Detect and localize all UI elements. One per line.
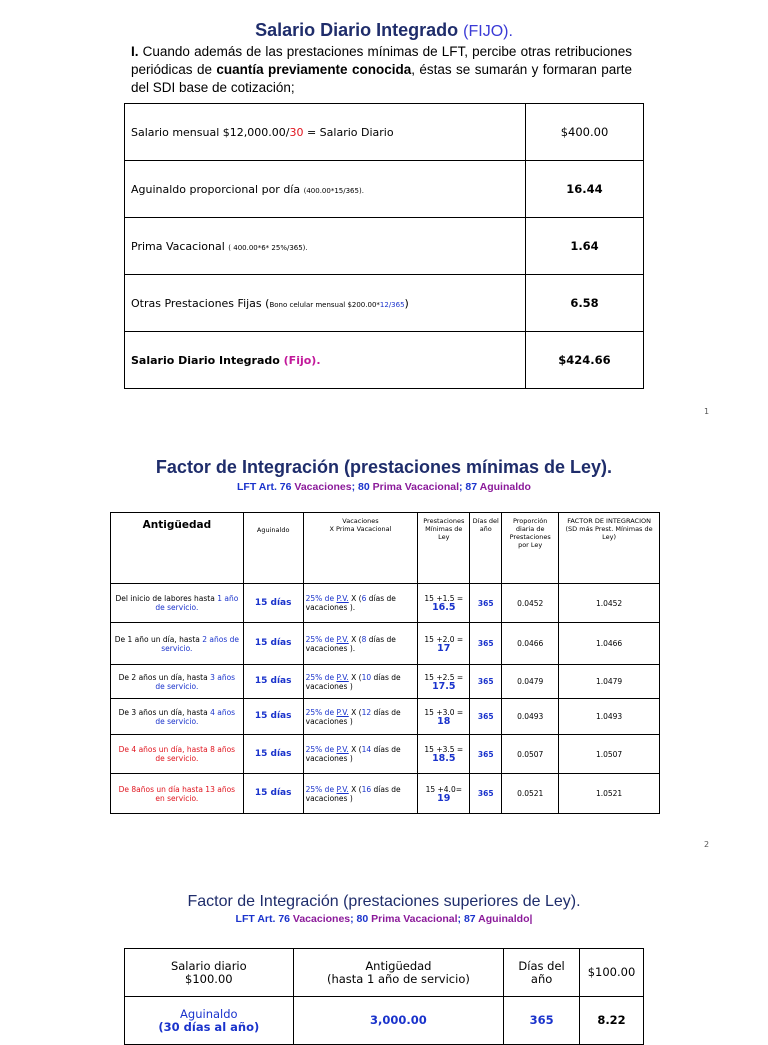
vac-pv: P.V. xyxy=(336,745,349,754)
prest-formula: 15 +3.5 = xyxy=(424,745,464,754)
header-salario-diario xyxy=(125,949,294,997)
vac-days: 14 xyxy=(361,745,372,754)
aguinaldo-cell: 15 días xyxy=(243,735,303,774)
section2-title: Factor de Integración (prestaciones mínimas de Ley). xyxy=(155,457,613,477)
vac-days: 16 xyxy=(361,784,372,794)
proporcion-cell: 0.0479 xyxy=(502,665,559,699)
vacaciones-cell xyxy=(303,665,418,699)
proporcion-cell: 0.0452 xyxy=(502,584,559,623)
aguinaldo-sub: (30 días al año) xyxy=(158,1019,260,1034)
vac-text: X ( xyxy=(348,707,362,717)
lft-prima: Prima Vacacional xyxy=(371,913,458,925)
aguinaldo-label: Aguinaldo xyxy=(180,1006,238,1021)
vac-pct: 25% de xyxy=(305,672,337,682)
lft-text: LFT Art. 76 xyxy=(237,481,295,493)
header-antiguedad xyxy=(293,949,504,997)
lft-text: LFT Art. 76 xyxy=(235,913,293,925)
antiguedad-highlight: 1 año de servicio. xyxy=(155,594,239,612)
page-number: 2 xyxy=(704,840,710,849)
header-dias-line2: año xyxy=(530,971,553,986)
row-label xyxy=(125,161,526,218)
table-row xyxy=(125,104,644,161)
vac-text: X ( xyxy=(348,745,362,754)
label-text: = Salario Diario xyxy=(303,125,394,139)
factor-cell: 1.0466 xyxy=(559,623,660,665)
label-purple: (Fijo). xyxy=(283,353,321,367)
antiguedad-cell xyxy=(111,774,244,814)
section1-paragraph xyxy=(131,43,632,97)
table-row xyxy=(111,774,660,814)
header-salario-label: Salario diario xyxy=(170,958,247,973)
section3-lft-line xyxy=(0,913,768,925)
header-antiguedad-label: Antigüedad xyxy=(365,958,432,973)
vac-text: días de vacaciones ) xyxy=(305,707,401,726)
row-value: 6.58 xyxy=(526,275,644,332)
header-dias xyxy=(504,949,580,997)
vac-text: X ( xyxy=(348,594,362,603)
lft-text: ; 87 xyxy=(457,913,479,925)
section2-lft-line xyxy=(0,481,768,493)
label-text: Prima Vacacional xyxy=(131,239,229,253)
dias-cell: 365 xyxy=(470,774,502,814)
label-text: ) xyxy=(404,296,409,310)
factor-cell: 1.0452 xyxy=(559,584,660,623)
lft-text: ; 87 xyxy=(459,481,480,493)
label-text: Salario mensual $12,000.00/ xyxy=(131,125,290,139)
sdi-fixed-table xyxy=(124,103,644,389)
prest-value: 16.5 xyxy=(432,602,456,613)
table-row xyxy=(111,623,660,665)
table-row xyxy=(125,275,644,332)
table-row xyxy=(111,584,660,623)
vac-text: días de vacaciones ). xyxy=(305,634,396,653)
vac-text: días de vacaciones ) xyxy=(305,784,401,803)
aguinaldo-cell: 15 días xyxy=(243,623,303,665)
dias-cell: 365 xyxy=(470,584,502,623)
antiguedad-highlight: 2 años de servicio. xyxy=(161,634,240,653)
factor-superiores-table xyxy=(124,948,644,1045)
vac-text: X ( xyxy=(348,634,362,644)
lft-vacaciones: Vacaciones xyxy=(294,481,352,493)
vac-text: días de vacaciones ). xyxy=(305,594,396,612)
antiguedad-cell xyxy=(111,623,244,665)
header-dias-line1: Días del xyxy=(518,958,565,973)
prestaciones-cell xyxy=(418,699,470,735)
paragraph-roman-numeral: I. xyxy=(131,44,139,59)
dias-cell: 365 xyxy=(470,623,502,665)
prest-formula: 15 +3.0 = xyxy=(424,707,464,717)
antiguedad-cell xyxy=(111,699,244,735)
vacaciones-cell xyxy=(303,774,418,814)
vac-pct: 25% de xyxy=(305,784,337,794)
antiguedad-highlight: 4 años de servicio. xyxy=(155,707,236,726)
vac-days: 10 xyxy=(361,672,372,682)
lft-text: ; 80 xyxy=(351,481,373,493)
aguinaldo-cell: 15 días xyxy=(243,584,303,623)
row-label xyxy=(125,218,526,275)
prest-formula: 15 +2.5 = xyxy=(424,672,464,682)
prestaciones-cell xyxy=(418,665,470,699)
prest-formula: 15 +4.0= xyxy=(425,784,463,794)
vacaciones-cell xyxy=(303,623,418,665)
proporcion-cell: 0.0507 xyxy=(502,735,559,774)
section3-title: Factor de Integración (prestaciones superiores de Ley). xyxy=(187,893,581,910)
table-row xyxy=(111,699,660,735)
label-small: ( 400.00*6* 25%/365). xyxy=(228,243,308,252)
vac-pv: P.V. xyxy=(336,594,349,603)
table-header-row xyxy=(125,949,644,997)
antiguedad-text: De 3 años un día, hasta xyxy=(118,707,211,717)
factor-table-body xyxy=(111,584,660,814)
paragraph-text-2: , éstas se sumarán y formaran parte del SDI base de cotización; xyxy=(131,62,632,95)
aguinaldo-cell: 15 días xyxy=(243,699,303,735)
label-red: 30 xyxy=(289,125,304,139)
row-value: $424.66 xyxy=(526,332,644,389)
lft-prima: Prima Vacacional xyxy=(372,481,460,493)
table-row xyxy=(125,218,644,275)
paragraph-text-1: Cuando además de las prestaciones mínimas de LFT, percibe otras retribuciones periódicas de xyxy=(131,44,632,77)
vacaciones-cell xyxy=(303,735,418,774)
antiguedad-cell xyxy=(111,584,244,623)
prest-value: 18.5 xyxy=(432,753,456,764)
header-prestaciones: Prestaciones Mínimas de Ley xyxy=(418,513,470,584)
vac-text: X ( xyxy=(348,672,362,682)
table-header-row xyxy=(111,513,660,584)
table-row xyxy=(125,997,644,1045)
prest-formula: 15 +2.0 = xyxy=(424,634,464,644)
section1-title-suffix: (FIJO). xyxy=(463,23,513,40)
proporcion-cell: 0.0493 xyxy=(502,699,559,735)
vac-text: X ( xyxy=(348,784,362,794)
lft-text: ; 80 xyxy=(350,913,372,925)
header-antiguedad: Antigüedad xyxy=(111,513,244,584)
row-value: 1.64 xyxy=(526,218,644,275)
prest-value: 17.5 xyxy=(432,680,456,692)
vac-days: 6 xyxy=(361,594,367,603)
table-row xyxy=(125,332,644,389)
row-label xyxy=(125,332,526,389)
factor-cell: 1.0507 xyxy=(559,735,660,774)
proporcion-cell: 0.0466 xyxy=(502,623,559,665)
row-label xyxy=(125,275,526,332)
vac-pct: 25% de xyxy=(305,707,337,717)
antiguedad-cell xyxy=(111,735,244,774)
table-row xyxy=(125,161,644,218)
prest-value: 18 xyxy=(437,715,451,727)
antiguedad-text: De 1 año un día, hasta xyxy=(114,634,203,644)
paragraph-bold: cuantía previamente conocida xyxy=(216,62,412,77)
antiguedad-text: Del inicio de labores hasta xyxy=(115,594,218,603)
prest-value: 19 xyxy=(437,792,451,804)
header-vacaciones-line1: Vacaciones xyxy=(342,517,379,525)
prestaciones-cell xyxy=(418,735,470,774)
vac-pv: P.V. xyxy=(336,634,349,644)
factor-cell: 1.0479 xyxy=(559,665,660,699)
dias-cell: 365 xyxy=(470,699,502,735)
antiguedad-cell xyxy=(111,665,244,699)
header-factor: FACTOR DE INTEGRACION (SD más Prest. Mínimas de Ley) xyxy=(559,513,660,584)
lft-aguinaldo: Aguinaldo| xyxy=(478,913,533,925)
antiguedad-text: De 8años un día hasta 13 años en servicio. xyxy=(118,784,236,803)
vac-pv: P.V. xyxy=(336,672,349,682)
section1-title-main: Salario Diario Integrado xyxy=(255,20,459,40)
row-value: $400.00 xyxy=(526,104,644,161)
lft-vacaciones: Vacaciones xyxy=(292,913,351,925)
table-row xyxy=(111,735,660,774)
header-proporcion: Proporción diaria de Prestaciones por Ley xyxy=(502,513,559,584)
antiguedad-text: De 4 años un día, hasta 8 años de servicio. xyxy=(118,745,236,763)
vac-days: 8 xyxy=(361,634,367,644)
aguinaldo-cell: 15 días xyxy=(243,665,303,699)
section1-title xyxy=(0,20,768,41)
aguinaldo-cell xyxy=(125,997,294,1045)
label-text: Aguinaldo proporcional por día xyxy=(131,182,304,196)
factor-cell: 1.0521 xyxy=(559,774,660,814)
dias-cell: 365 xyxy=(470,665,502,699)
row-label xyxy=(125,104,526,161)
dias-cell: 365 xyxy=(470,735,502,774)
vac-pv: P.V. xyxy=(336,784,349,794)
factor-minimas-table xyxy=(110,512,660,814)
label-small: Bono celular mensual $200.00* xyxy=(269,300,380,309)
vac-text: días de vacaciones ) xyxy=(305,672,401,691)
vac-days: 12 xyxy=(361,707,372,717)
prestaciones-cell xyxy=(418,584,470,623)
table-row xyxy=(111,665,660,699)
aguinaldo-amount: 3,000.00 xyxy=(293,997,504,1045)
header-antiguedad-sub: (hasta 1 año de servicio) xyxy=(326,971,470,986)
label-small: (400.00*15/365). xyxy=(303,186,364,195)
aguinaldo-dias: 365 xyxy=(504,997,580,1045)
prestaciones-cell xyxy=(418,774,470,814)
lft-aguinaldo: Aguinaldo xyxy=(479,481,531,493)
label-small-blue: 12/365 xyxy=(379,300,405,309)
proporcion-cell: 0.0521 xyxy=(502,774,559,814)
vac-pct: 25% de xyxy=(305,745,337,754)
header-aguinaldo: Aguinaldo xyxy=(243,513,303,584)
header-dias: Días del año xyxy=(470,513,502,584)
label-text: Otras Prestaciones Fijas ( xyxy=(131,296,270,310)
prestaciones-cell xyxy=(418,623,470,665)
header-vacaciones xyxy=(303,513,418,584)
antiguedad-text: De 2 años un día, hasta xyxy=(118,672,211,682)
factor-cell: 1.0493 xyxy=(559,699,660,735)
vac-pct: 25% de xyxy=(305,634,337,644)
vacaciones-cell xyxy=(303,584,418,623)
aguinaldo-cell: 15 días xyxy=(243,774,303,814)
prest-value: 17 xyxy=(437,642,451,654)
antiguedad-highlight: 3 años de servicio. xyxy=(155,672,236,691)
vac-pv: P.V. xyxy=(336,707,349,717)
vac-text: días de vacaciones ) xyxy=(305,745,401,763)
header-salario-value: $100.00 xyxy=(185,971,233,986)
page-number: 1 xyxy=(704,407,710,416)
header-amount: $100.00 xyxy=(580,949,644,997)
vacaciones-cell xyxy=(303,699,418,735)
prest-formula: 15 +1.5 = xyxy=(424,594,464,603)
vac-pct: 25% de xyxy=(305,594,337,603)
row-value: 16.44 xyxy=(526,161,644,218)
label-text: Salario Diario Integrado xyxy=(131,353,284,367)
aguinaldo-daily: 8.22 xyxy=(580,997,644,1045)
header-vacaciones-line2: X Prima Vacacional xyxy=(329,525,392,533)
